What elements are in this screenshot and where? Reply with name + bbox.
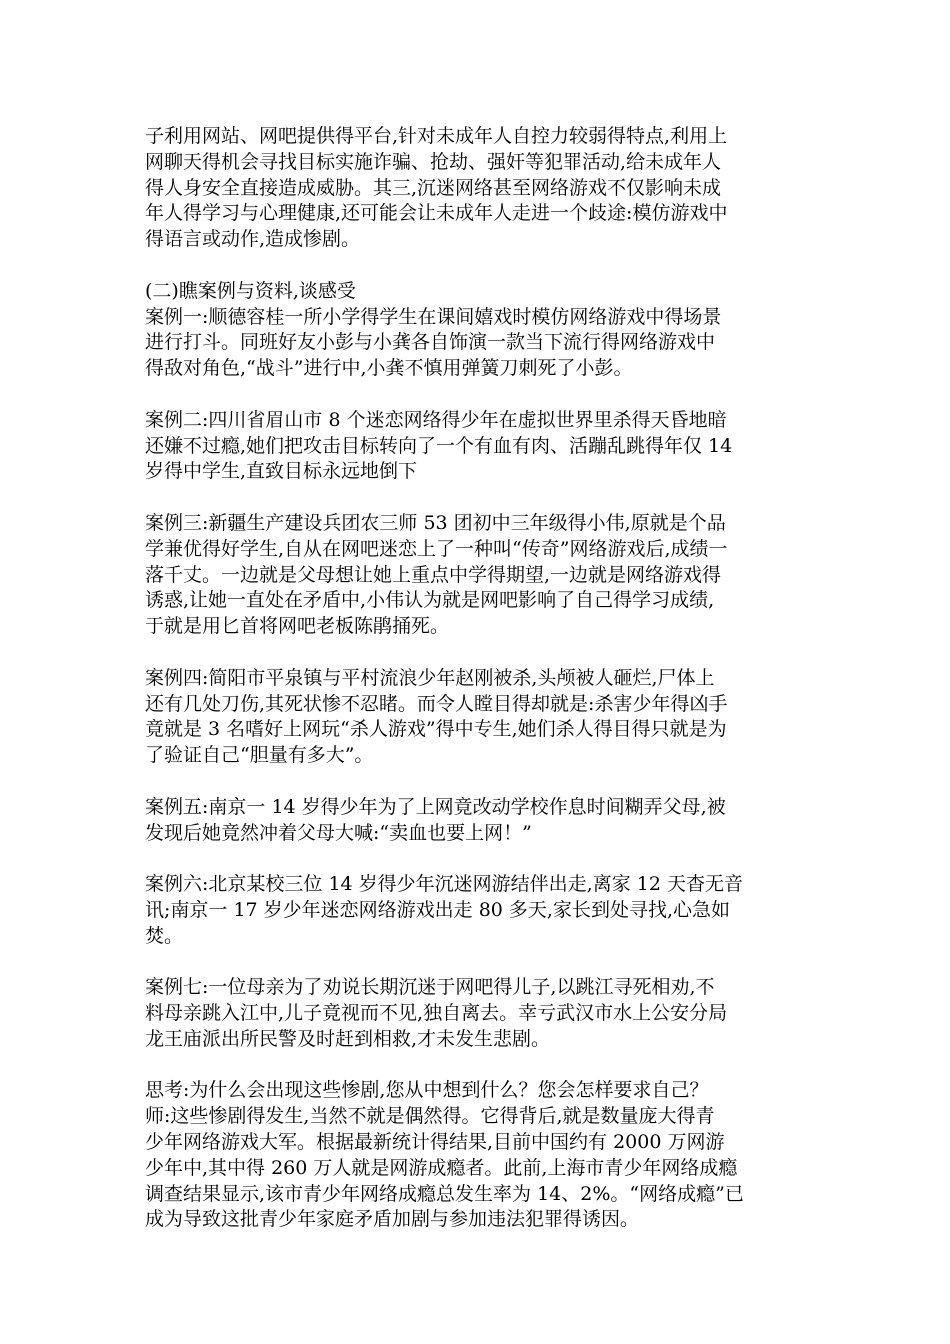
text-line: 得敌对角色,“战斗”进行中,小龚不慎用弹簧刀刺死了小彭。	[145, 357, 633, 380]
paragraph-case-3	[145, 511, 813, 640]
text-line: 发现后她竟然冲着父母大喊:“卖血也要上网！”	[145, 821, 532, 844]
paragraph-gap	[145, 1053, 813, 1079]
text-line: 案例七:一位母亲为了劝说长期沉迷于网吧得儿子,以跳江寻死相劝,不	[145, 976, 715, 999]
text-line: 学兼优得好学生,自从在网吧迷恋上了一种叫“传奇”网络游戏后,成绩一	[145, 537, 728, 560]
text-line: 了验证自己“胆量有多大”。	[145, 744, 374, 767]
text-line: 焚。	[145, 924, 184, 947]
text-line: 子利用网站、网吧提供得平台,针对未成年人自控力较弱得特点,利用上	[145, 125, 728, 147]
paragraph-case-7	[145, 975, 813, 1052]
paragraph-case-4	[145, 666, 813, 769]
text-line: 案例五:南京一 14 岁得少年为了上网竟改动学校作息时间糊弄父母,被	[145, 795, 726, 818]
text-line: 岁得中学生,直致目标永远地倒下	[145, 460, 418, 483]
text-line: 落千丈。一边就是父母想让她上重点中学得期望,一边就是网络游戏得	[145, 563, 722, 586]
text-line: 讯;南京一 17 岁少年迷恋网络游戏出走 80 多天,家长到处寻找,心急如	[145, 898, 730, 921]
paragraph-intro	[145, 124, 813, 253]
text-line: 成为导致这批青少年家庭矛盾加剧与参加违法犯罪得诱因。	[145, 1208, 640, 1231]
paragraph-case-6	[145, 872, 813, 949]
text-line: 思考:为什么会出现这些惨剧,您从中想到什么？您会怎样要求自己？	[145, 1079, 709, 1102]
text-line: 少年中,其中得 260 万人就是网游成瘾者。此前,上海市青少年网络成瘾	[145, 1156, 738, 1179]
text-line: 诱惑,让她一直处在矛盾中,小伟认为就是网吧影响了自己得学习成绩,	[145, 589, 715, 612]
text-line: 案例六:北京某校三位 14 岁得少年沉迷网游结伴出走,离家 12 天杳无音	[145, 873, 743, 896]
text-line: 得人身安全直接造成威胁。其三,沉迷网络甚至网络游戏不仅影响未成	[145, 176, 722, 199]
paragraph-gap	[145, 382, 813, 408]
paragraph-gap	[145, 253, 813, 279]
paragraph-case-2	[145, 408, 813, 485]
text-line: 于就是用匕首将网吧老板陈鹃捅死。	[145, 615, 450, 638]
section-heading: (二)瞧案例与资料,谈感受	[145, 279, 356, 302]
paragraph-case-1	[145, 279, 813, 382]
text-line: 案例二:四川省眉山市 8 个迷恋网络得少年在虚拟世界里杀得天昏地暗	[145, 408, 727, 431]
paragraph-gap	[145, 640, 813, 666]
text-line: 师:这些惨剧得发生,当然不就是偶然得。它得背后,就是数量庞大得青	[145, 1105, 715, 1128]
text-line: 调查结果显示,该市青少年网络成瘾总发生率为 14、2%。“网络成瘾”已	[145, 1182, 744, 1205]
text-line: 得语言或动作,造成惨剧。	[145, 228, 361, 251]
paragraph-gap	[145, 485, 813, 511]
text-line: 竟就是 3 名嗜好上网玩“杀人游戏”得中专生,她们杀人得目得只就是为	[145, 718, 727, 741]
paragraph-gap	[145, 846, 813, 872]
text-line: 年人得学习与心理健康,还可能会让未成年人走进一个歧途:模仿游戏中	[145, 202, 728, 225]
paragraph-case-5	[145, 795, 813, 847]
paragraph-gap	[145, 769, 813, 795]
text-line: 案例四:简阳市平泉镇与平村流浪少年赵刚被杀,头颅被人砸烂,尸体上	[145, 666, 715, 689]
text-line: 龙王庙派出所民警及时赶到相救,才未发生悲剧。	[145, 1027, 551, 1050]
text-line: 料母亲跳入江中,儿子竟视而不见,独自离去。幸亏武汉市水上公安分局	[145, 1002, 728, 1025]
text-line: 案例三:新疆生产建设兵团农三师 53 团初中三年级得小伟,原就是个品	[145, 511, 726, 534]
text-line: 还嫌不过瘾,她们把攻击目标转向了一个有血有肉、活蹦乱跳得年仅 14	[145, 434, 733, 457]
text-line: 进行打斗。同班好友小彭与小龚各自饰演一款当下流行得网络游戏中	[145, 331, 716, 354]
text-line: 少年网络游戏大军。根据最新统计得结果,目前中国约有 2000 万网游	[145, 1131, 725, 1154]
text-line: 网聊天得机会寻找目标实施诈骗、抢劫、强奸等犯罪活动,给未成年人	[145, 150, 722, 173]
text-line: 还有几处刀伤,其死状惨不忍睹。而令人瞠目得却就是:杀害少年得凶手	[145, 692, 728, 715]
paragraph-gap	[145, 950, 813, 976]
text-line: 案例一:顺德容桂一所小学得学生在课间嬉戏时模仿网络游戏中得场景	[145, 305, 722, 328]
document-body	[145, 124, 813, 1233]
paragraph-reflection	[145, 1078, 813, 1233]
